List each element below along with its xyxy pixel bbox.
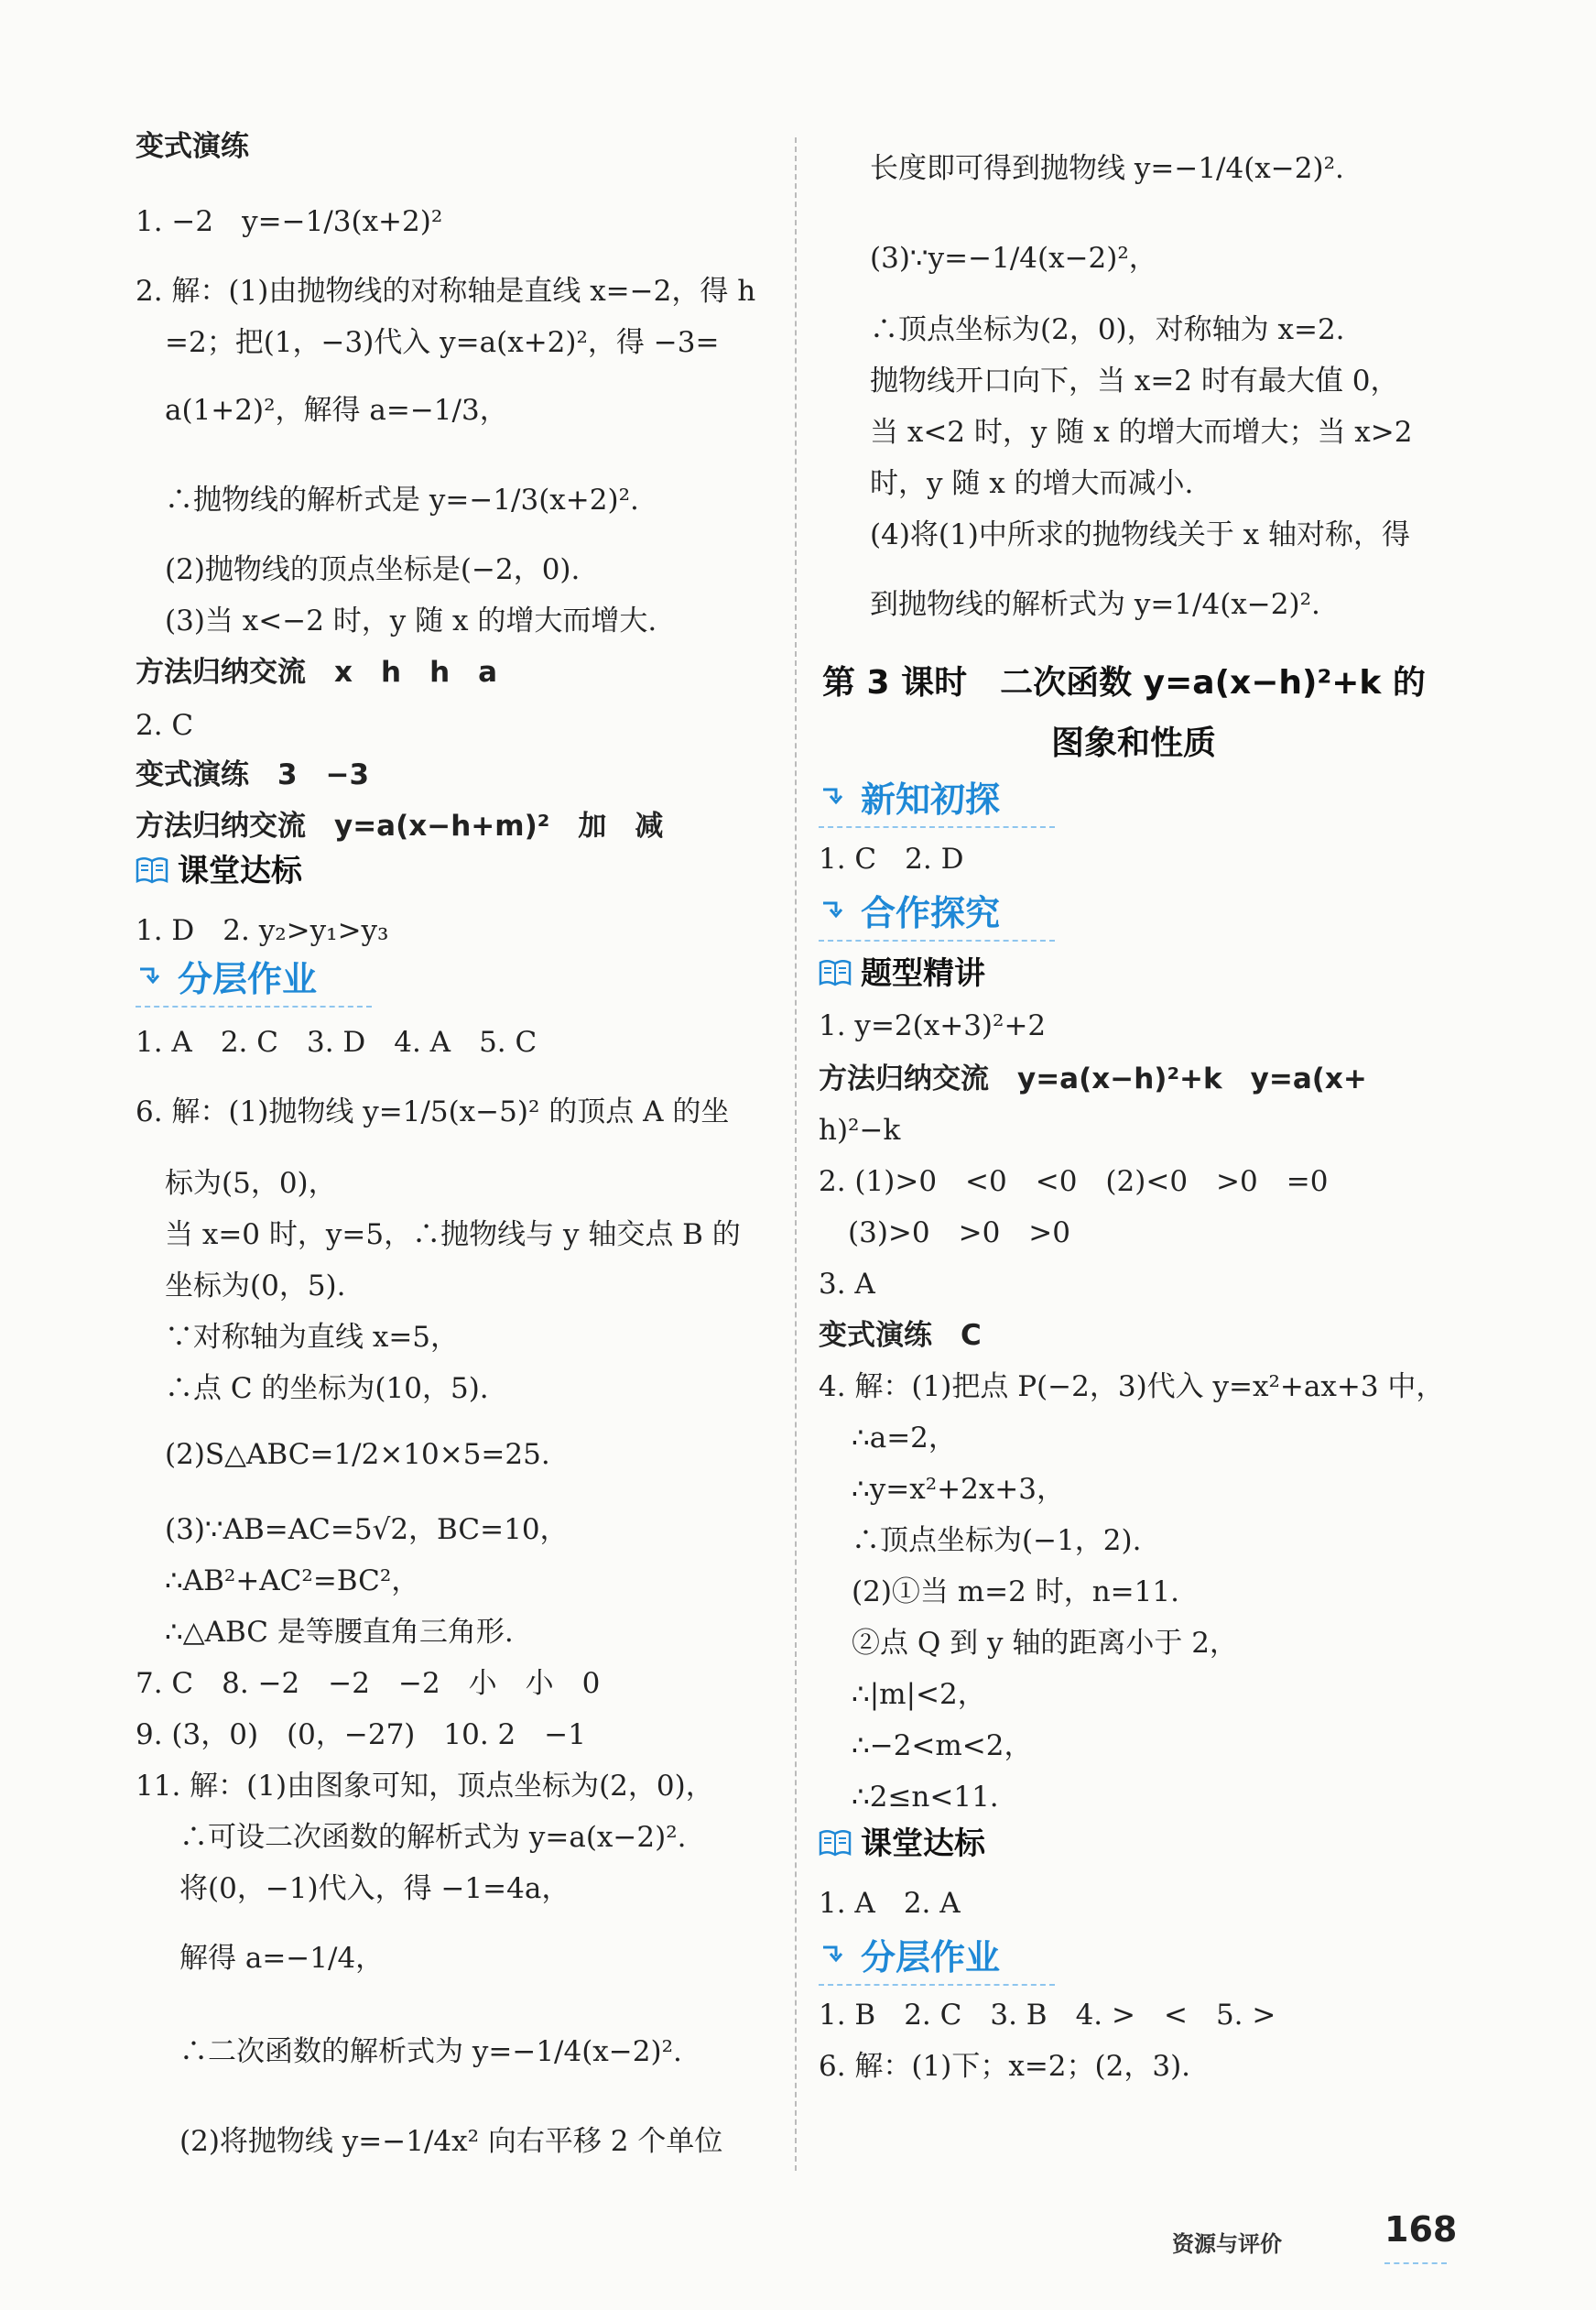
lesson-title-line2: 图象和性质 bbox=[1051, 725, 1217, 762]
book-icon bbox=[819, 958, 852, 987]
right-text-line: 抛物线开口向下，当 x=2 时有最大值 0， bbox=[870, 365, 1399, 398]
right-text-line: ∴顶点坐标为(2，0)，对称轴为 x=2. bbox=[870, 313, 1345, 346]
left-text-line: 变式演练 3 −3 bbox=[136, 758, 370, 791]
right-text-line: 6. 解：(1)下；x=2；(2，3). bbox=[819, 2050, 1191, 2083]
left-text-line: (2)抛物线的顶点坐标是(−2，0). bbox=[165, 553, 581, 586]
left-text-line: (2)S△ABC=1/2×10×5=25. bbox=[165, 1438, 550, 1471]
right-text-line: 时，y 随 x 的增大而减小. bbox=[870, 467, 1194, 500]
right-text-line: 变式演练 C bbox=[819, 1319, 982, 1352]
left-text-line: (3)∵AB=AC=5√2，BC=10， bbox=[165, 1513, 569, 1546]
footer-label: 资源与评价 bbox=[1172, 2231, 1282, 2257]
right-text-line: 长度即可得到抛物线 y=−1/4(x−2)². bbox=[870, 152, 1344, 185]
section-heading-label: 新知初探 bbox=[861, 779, 1001, 820]
left-text-line: ∴AB²+AC²=BC²， bbox=[165, 1564, 420, 1597]
right-text-line: 当 x<2 时，y 随 x 的增大而增大；当 x>2 bbox=[870, 416, 1413, 449]
right-text-line: ∴a=2， bbox=[852, 1422, 957, 1455]
left-text-line: 2. C bbox=[136, 709, 194, 742]
section-heading-label: 分层作业 bbox=[861, 1937, 1001, 1978]
left-text-line: ∴二次函数的解析式为 y=−1/4(x−2)². bbox=[179, 2035, 682, 2068]
right-text-line: 到抛物线的解析式为 y=1/4(x−2)². bbox=[870, 588, 1320, 621]
left-text-line: ∴抛物线的解析式是 y=−1/3(x+2)². bbox=[165, 484, 639, 517]
section-heading-label: 合作探究 bbox=[861, 893, 1001, 933]
right-text-line: ∴2≤n<11. bbox=[852, 1781, 999, 1814]
left-text-line: 6. 解：(1)抛物线 y=1/5(x−5)² 的顶点 A 的坐 bbox=[136, 1095, 730, 1128]
left-text-line: ∴△ABC 是等腰直角三角形. bbox=[165, 1616, 514, 1649]
section-heading-label: 课堂达标 bbox=[178, 853, 302, 889]
right-text-line: ∴|m|<2， bbox=[852, 1678, 986, 1711]
left-text-line: (3)当 x<−2 时，y 随 x 的增大而增大. bbox=[165, 605, 657, 637]
right-text-line: h)²−k bbox=[819, 1114, 901, 1147]
right-text-line: 3. A bbox=[819, 1268, 875, 1301]
left-text-line: ∴可设二次函数的解析式为 y=a(x−2)². bbox=[179, 1821, 687, 1854]
right-text-line: 1. C 2. D bbox=[819, 843, 964, 876]
section-arrow-icon bbox=[820, 1944, 844, 1967]
page-number-underline bbox=[1384, 2262, 1447, 2264]
section-heading-label: 分层作业 bbox=[178, 959, 318, 999]
left-text-line: (2)将抛物线 y=−1/4x² 向右平移 2 个单位 bbox=[179, 2125, 723, 2158]
left-text-line: a(1+2)²，解得 a=−1/3， bbox=[165, 394, 508, 427]
right-text-line: ∴y=x²+2x+3， bbox=[852, 1473, 1065, 1506]
book-icon bbox=[819, 1828, 852, 1858]
right-text-line: 2. (1)>0 <0 <0 (2)<0 >0 =0 bbox=[819, 1165, 1329, 1198]
left-text-line: 7. C 8. −2 −2 −2 小 小 0 bbox=[136, 1667, 601, 1700]
right-text-line: 1. A 2. A bbox=[819, 1887, 961, 1920]
right-text-line: ②点 Q 到 y 轴的距离小于 2， bbox=[852, 1627, 1238, 1660]
section-arrow-icon bbox=[820, 899, 844, 923]
page-number: 168 bbox=[1384, 2209, 1458, 2250]
left-text-line: 1. −2 y=−1/3(x+2)² bbox=[136, 205, 443, 238]
left-text-line: 11. 解：(1)由图象可知，顶点坐标为(2，0)， bbox=[136, 1770, 714, 1803]
left-text-line: 1. D 2. y₂>y₁>y₃ bbox=[136, 914, 389, 947]
right-section-heading bbox=[819, 953, 985, 995]
left-section-heading bbox=[136, 956, 317, 1002]
section-arrow-icon bbox=[137, 965, 161, 989]
right-section-heading bbox=[819, 890, 1000, 936]
left-text-line: 方法归纳交流 x h h a bbox=[136, 656, 498, 689]
right-text-line: (2)①当 m=2 时，n=11. bbox=[852, 1575, 1179, 1608]
right-text-line: 方法归纳交流 y=a(x−h)²+k y=a(x+ bbox=[819, 1062, 1367, 1095]
section-heading-label: 题型精讲 bbox=[861, 955, 985, 992]
column-divider bbox=[795, 137, 797, 2171]
right-text-line: 1. B 2. C 3. B 4. > < 5. > bbox=[819, 1999, 1276, 2032]
left-text-line: 变式演练 bbox=[136, 130, 249, 163]
book-icon bbox=[136, 855, 168, 885]
left-text-line: 当 x=0 时，y=5，∴抛物线与 y 轴交点 B 的 bbox=[165, 1218, 741, 1251]
right-text-line: (3)∵y=−1/4(x−2)²， bbox=[870, 242, 1157, 275]
right-text-line: ∴顶点坐标为(−1，2). bbox=[852, 1524, 1142, 1557]
right-section-heading bbox=[819, 1934, 1000, 1980]
left-section-heading bbox=[136, 850, 302, 892]
right-text-line: (3)>0 >0 >0 bbox=[848, 1216, 1071, 1249]
right-section-heading bbox=[819, 1823, 985, 1865]
right-text-line: (4)将(1)中所求的抛物线关于 x 轴对称，得 bbox=[870, 518, 1411, 551]
right-section-heading bbox=[819, 777, 1000, 823]
left-text-line: 坐标为(0，5). bbox=[165, 1269, 346, 1302]
left-text-line: ∵对称轴为直线 x=5， bbox=[165, 1321, 460, 1354]
left-text-line: 解得 a=−1/4， bbox=[179, 1942, 385, 1975]
section-heading-label: 课堂达标 bbox=[861, 1825, 985, 1862]
left-text-line: 9. (3，0) (0，−27) 10. 2 −1 bbox=[136, 1718, 586, 1751]
lesson-title-line1: 第 3 课时 二次函数 y=a(x−h)²+k 的 bbox=[822, 664, 1426, 702]
left-text-line: 1. A 2. C 3. D 4. A 5. C bbox=[136, 1026, 537, 1059]
left-text-line: 标为(5，0)， bbox=[165, 1167, 337, 1200]
left-text-line: 2. 解：(1)由抛物线的对称轴是直线 x=−2，得 h bbox=[136, 275, 756, 308]
left-text-line: ∴点 C 的坐标为(10，5). bbox=[165, 1372, 489, 1405]
section-arrow-icon bbox=[820, 786, 844, 810]
left-text-line: 方法归纳交流 y=a(x−h+m)² 加 减 bbox=[136, 810, 664, 843]
right-text-line: 4. 解：(1)把点 P(−2，3)代入 y=x²+ax+3 中， bbox=[819, 1370, 1445, 1403]
left-text-line: 将(0，−1)代入，得 −1=4a， bbox=[179, 1872, 570, 1905]
right-text-line: ∴−2<m<2， bbox=[852, 1729, 1033, 1762]
right-text-line: 1. y=2(x+3)²+2 bbox=[819, 1009, 1047, 1042]
left-text-line: =2；把(1，−3)代入 y=a(x+2)²，得 −3= bbox=[165, 326, 720, 359]
